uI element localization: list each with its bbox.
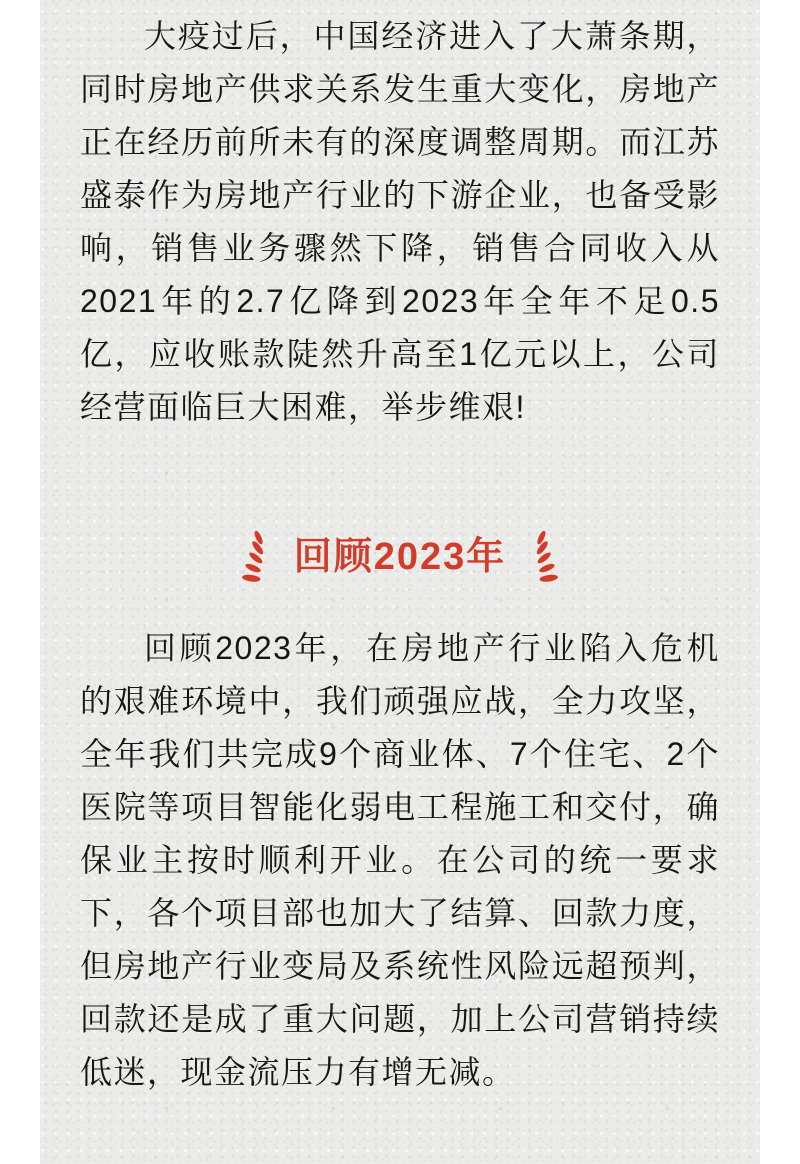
- section-heading-row: [80, 528, 720, 586]
- wheat-branch-right-icon: [534, 529, 558, 585]
- paragraph-review: 回顾2023年，在房地产行业陷入危机的艰难环境中，我们顽强应战，全力攻坚，全年我们共完成9个商业体、7个住宅、2个医院等项目智能化弱电工程施工和交付，确保业主按时顺利开业。在公司的统一要求下，各个项目部也加大了结算、回款力度，但房地产行业变局及系统性风险远超预判，回款还是成了重大问题，加上公司营销持续低迷，现金流压力有增无减。: [80, 630, 720, 1090]
- article-paper: [40, 0, 760, 1164]
- paragraph-intro: 大疫过后，中国经济进入了大萧条期，同时房地产供求关系发生重大变化，房地产正在经历前所未有的深度调整周期。而江苏盛泰作为房地产行业的下游企业，也备受影响，销售业务骤然下降，销售合同收入从2021年的2.7亿降到2023年全年不足0.5亿，应收账款陡然升高至1亿元以上，公司经营面临巨大困难，举步维艰!: [80, 18, 720, 425]
- wheat-branch-left-icon: [242, 529, 266, 585]
- section-heading: 回顾2023年: [293, 536, 507, 578]
